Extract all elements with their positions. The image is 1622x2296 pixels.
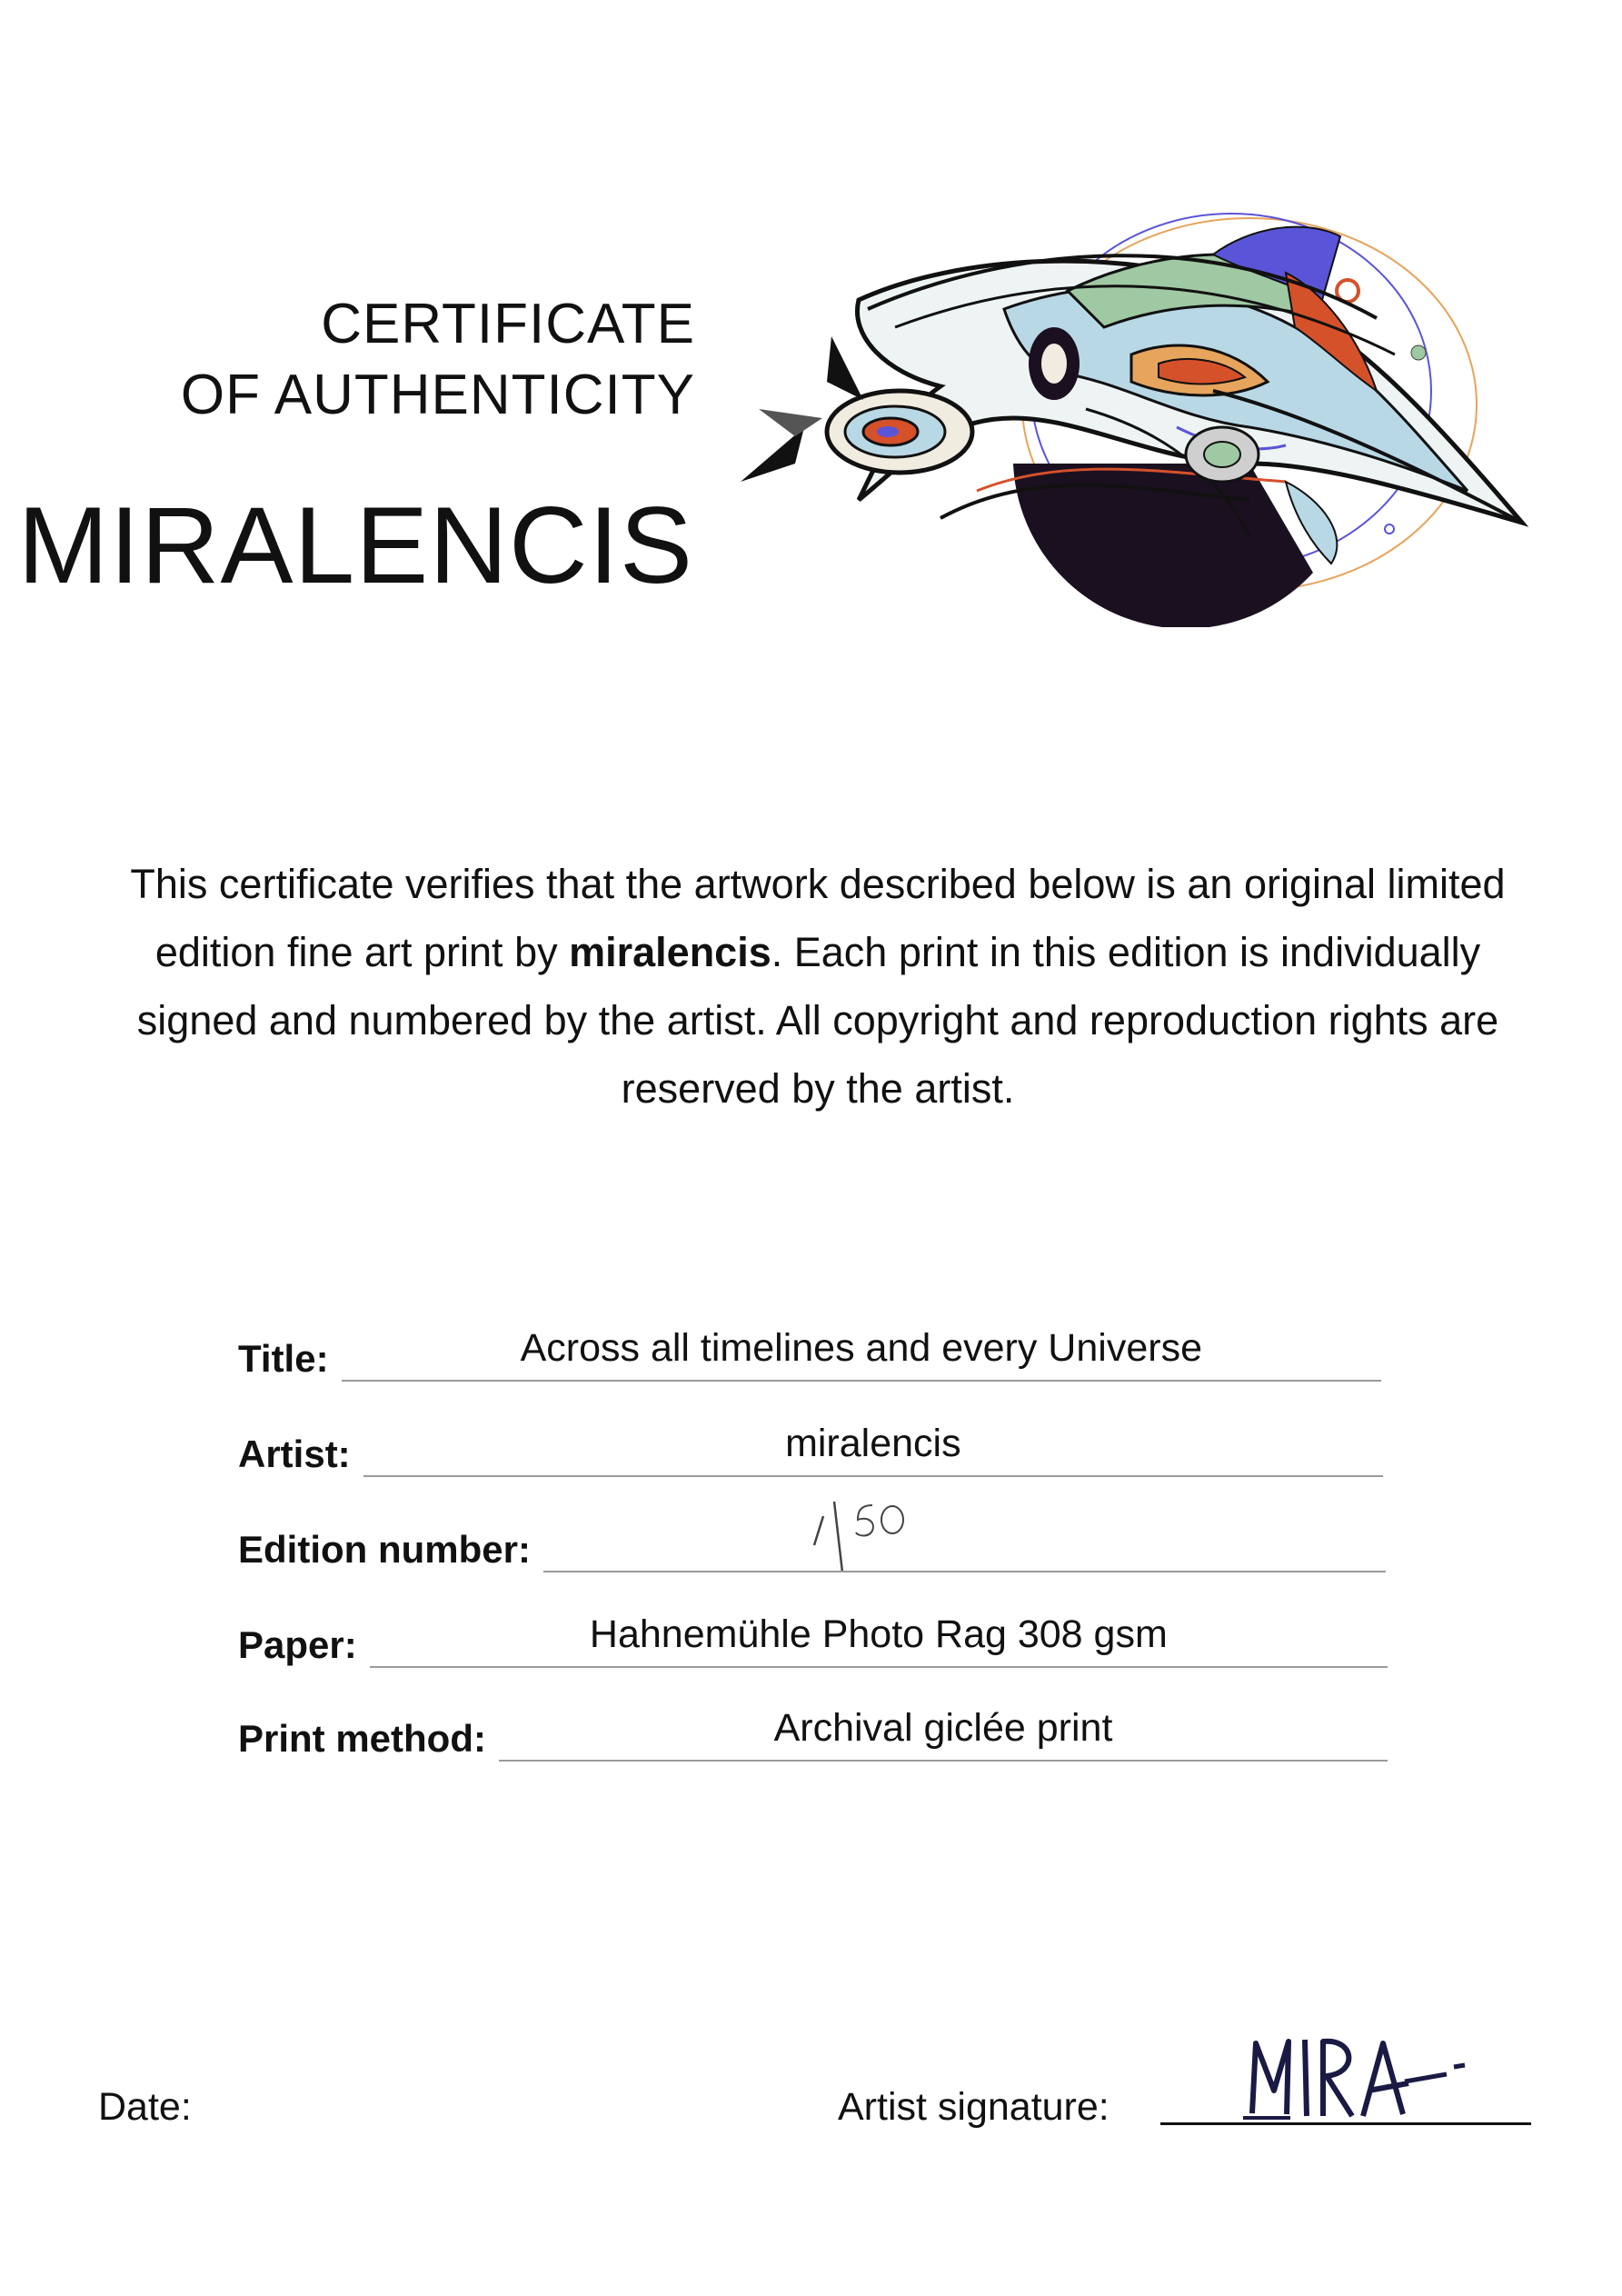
artist-signature-label: Artist signature: <box>838 2085 1110 2129</box>
title-value: Across all timelines and every Universe <box>520 1326 1202 1370</box>
print-method-value: Archival giclée print <box>773 1706 1113 1750</box>
print-method-line <box>499 1705 1388 1762</box>
abstract-artwork-icon <box>741 191 1540 627</box>
certificate-heading-line1: CERTIFICATE <box>321 293 695 355</box>
print-method-field <box>238 1689 1388 1762</box>
title-label: Title: <box>238 1337 329 1380</box>
edition-value <box>543 1489 1370 1571</box>
artist-line <box>363 1421 1383 1477</box>
edition-line <box>543 1516 1386 1572</box>
certificate-heading <box>181 289 695 431</box>
statement-part2: . Each print in this edition is individually signed and numbered by the artist. All copyright and reproduction rights are reserved by the artist. <box>136 929 1499 1112</box>
date-label: Date: <box>98 2085 192 2129</box>
statement-part1: This certificate verifies that the artwork described below is an original limited edition fine art print by <box>130 861 1506 975</box>
paper-field <box>238 1595 1388 1668</box>
paper-line <box>370 1612 1388 1668</box>
edition-label: Edition number: <box>238 1528 531 1571</box>
title-field <box>238 1309 1381 1382</box>
paper-value: Hahnemühle Photo Rag 308 gsm <box>589 1612 1168 1656</box>
artist-field <box>238 1404 1383 1477</box>
certificate-heading-line2: OF AUTHENTICITY <box>180 364 695 426</box>
artist-value: miralencis <box>785 1422 961 1465</box>
artist-signature-icon <box>1236 2027 1472 2136</box>
title-line <box>342 1325 1381 1382</box>
print-method-label: Print method: <box>238 1717 486 1760</box>
statement-artist-name: miralencis <box>569 929 771 975</box>
artist-label: Artist: <box>238 1433 351 1475</box>
paper-label: Paper: <box>238 1623 357 1666</box>
certification-statement <box>127 850 1508 1123</box>
edition-field <box>238 1500 1386 1572</box>
artist-name-heading: MIRALENCIS <box>17 484 693 606</box>
